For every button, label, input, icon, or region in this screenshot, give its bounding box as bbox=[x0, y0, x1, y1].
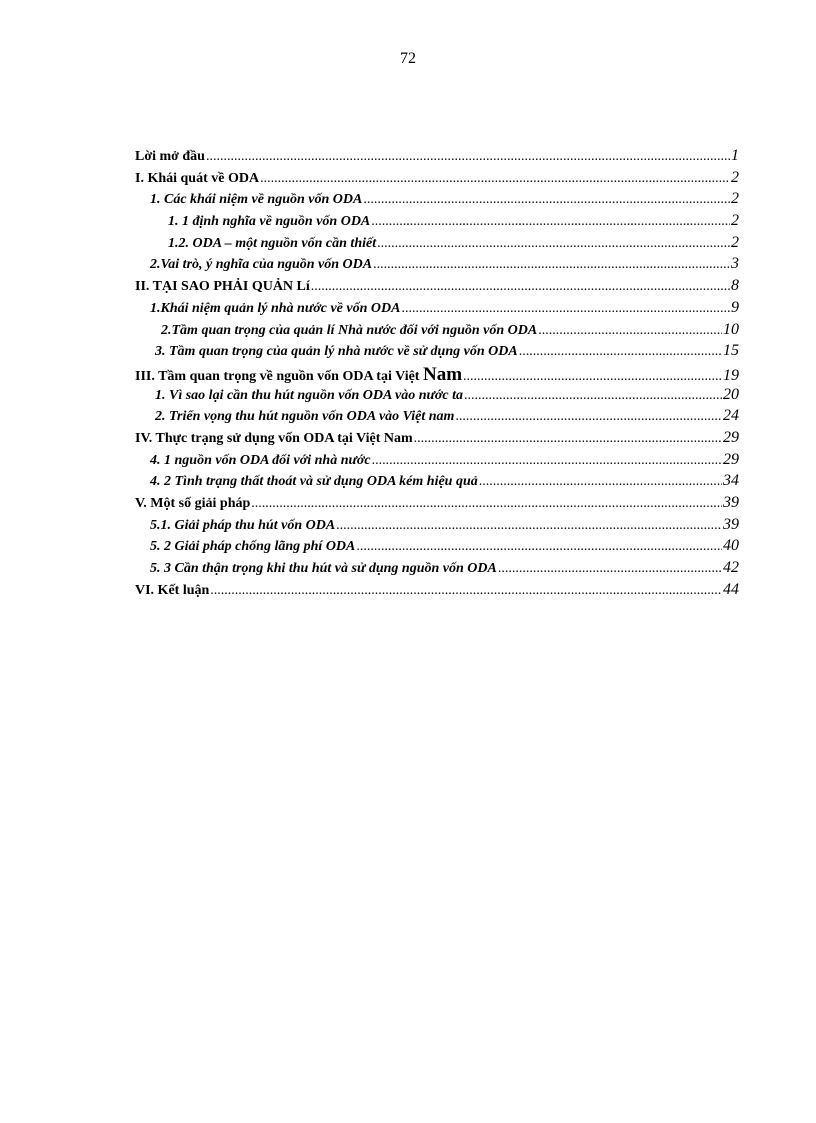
toc-entry-title: 4. 2 Tình trạng thất thoát và sử dụng ODA kém hiệu quả bbox=[150, 474, 478, 490]
toc-entry-page: 3 bbox=[731, 255, 739, 273]
toc-dot-leader bbox=[356, 539, 722, 555]
toc-entry-title: 2.Tầm quan trọng của quản lí Nhà nước đối với nguồn vốn ODA bbox=[161, 322, 538, 338]
toc-entry[interactable] bbox=[135, 190, 739, 212]
toc-entry-page: 2 bbox=[731, 168, 739, 186]
toc-dot-leader bbox=[371, 214, 730, 230]
toc-dot-leader bbox=[363, 192, 730, 208]
toc-entry-page: 39 bbox=[723, 515, 739, 533]
toc-entry-page: 2 bbox=[731, 190, 739, 208]
toc-entry[interactable] bbox=[135, 342, 739, 364]
toc-dot-leader bbox=[311, 279, 730, 295]
toc-entry-page: 1 bbox=[731, 147, 739, 164]
toc-entry-title: II. TẠI SAO PHẢI QUẢN Lí bbox=[135, 279, 310, 295]
toc-entry[interactable] bbox=[135, 559, 739, 581]
toc-entry[interactable] bbox=[135, 472, 739, 494]
toc-dot-leader bbox=[463, 369, 722, 385]
toc-dot-leader bbox=[538, 323, 722, 339]
toc-entry-title: 5.1. Giải pháp thu hút vốn ODA bbox=[150, 517, 336, 533]
toc-dot-leader bbox=[479, 474, 722, 490]
toc-entry-title: 1. 1 định nghĩa về nguồn vốn ODA bbox=[168, 214, 371, 230]
toc-dot-leader bbox=[260, 171, 730, 187]
toc-entry-title: 5. 2 Giải pháp chống lãng phí ODA bbox=[150, 539, 356, 555]
toc-entry-title: IV. Thực trạng sử dụng vốn ODA tại Việt Nam bbox=[135, 430, 413, 446]
toc-entry-title: 1.Khái niệm quản lý nhà nước về vốn ODA bbox=[150, 300, 401, 316]
toc-entry-page: 29 bbox=[723, 450, 739, 468]
toc-dot-leader bbox=[519, 344, 722, 360]
toc-entry-page: 29 bbox=[723, 428, 739, 446]
toc-dot-leader bbox=[455, 409, 722, 425]
toc-entry-title: Lời mở đầu bbox=[135, 149, 205, 164]
toc-entry[interactable] bbox=[135, 494, 739, 516]
toc-entry-page: 10 bbox=[723, 320, 739, 338]
toc-entry-title: 1. Vì sao lại cần thu hút nguồn vốn ODA vào nước ta bbox=[155, 387, 464, 403]
toc-entry-title: 2.Vai trò, ý nghĩa của nguồn vốn ODA bbox=[150, 257, 373, 273]
toc-dot-leader bbox=[210, 583, 722, 599]
toc-dot-leader bbox=[377, 236, 730, 252]
toc-entry-page: 2 bbox=[731, 212, 739, 230]
toc-entry[interactable] bbox=[135, 537, 739, 559]
toc-entry-title: V. Một số giải pháp bbox=[135, 496, 251, 511]
toc-entry[interactable] bbox=[135, 321, 739, 343]
toc-entry-title: 4. 1 nguồn vốn ODA đối với nhà nước bbox=[150, 452, 371, 468]
toc-entry[interactable] bbox=[135, 581, 739, 603]
toc-entry-page: 39 bbox=[723, 494, 739, 511]
toc-entry-title: I. Khái quát về ODA bbox=[135, 170, 260, 186]
toc-entry[interactable] bbox=[135, 147, 739, 169]
toc-entry[interactable] bbox=[135, 407, 739, 429]
toc-entry-page: 15 bbox=[723, 342, 739, 360]
toc-entry[interactable] bbox=[135, 169, 739, 191]
toc-entry-title: III. Tầm quan trọng về nguồn vốn ODA tại Việt Nam bbox=[135, 363, 463, 385]
toc-entry-title: 1.2. ODA – một nguồn vốn cần thiết bbox=[168, 235, 377, 251]
toc-entry[interactable] bbox=[135, 299, 739, 321]
toc-entry[interactable] bbox=[135, 429, 739, 451]
toc-entry-page: 20 bbox=[723, 385, 739, 403]
toc-entry-page: 44 bbox=[723, 580, 739, 598]
toc-dot-leader bbox=[372, 453, 722, 469]
toc-entry[interactable] bbox=[135, 234, 739, 256]
toc-dot-leader bbox=[464, 388, 722, 404]
toc-entry[interactable] bbox=[135, 277, 739, 299]
toc-entry[interactable] bbox=[135, 451, 739, 473]
page-number: 72 bbox=[400, 50, 416, 67]
toc-entry-title: 1. Các khái niệm về nguồn vốn ODA bbox=[150, 192, 363, 208]
toc-dot-leader bbox=[401, 301, 730, 317]
toc-entry-title: 3. Tầm quan trọng của quản lý nhà nước về sử dụng vốn ODA bbox=[155, 344, 518, 360]
toc-entry-title: 5. 3 Cần thận trọng khi thu hút và sử dụng nguồn vốn ODA bbox=[150, 561, 497, 577]
toc-entry-page: 2 bbox=[731, 233, 739, 251]
toc-entry-page: 34 bbox=[723, 472, 739, 490]
toc-dot-leader bbox=[414, 431, 722, 447]
toc-entry[interactable] bbox=[135, 386, 739, 408]
toc-entry-title: VI. Kết luận bbox=[135, 582, 210, 598]
toc-entry-page: 19 bbox=[723, 366, 739, 384]
toc-dot-leader bbox=[336, 518, 722, 534]
toc-entry[interactable] bbox=[135, 212, 739, 234]
toc-entry[interactable] bbox=[135, 255, 739, 277]
toc-dot-leader bbox=[206, 149, 730, 165]
toc-dot-leader bbox=[498, 561, 722, 577]
toc-entry-title: 2. Triển vọng thu hút nguồn vốn ODA vào Việt nam bbox=[155, 409, 455, 425]
toc-entry-page: 40 bbox=[723, 537, 739, 555]
toc-entry-page: 8 bbox=[731, 277, 739, 295]
toc-dot-leader bbox=[373, 257, 730, 273]
toc-entry-page: 24 bbox=[723, 407, 739, 425]
toc-entry[interactable] bbox=[135, 364, 739, 386]
toc-entry[interactable] bbox=[135, 516, 739, 538]
toc-entry-page: 42 bbox=[723, 559, 739, 577]
toc-dot-leader bbox=[251, 496, 722, 512]
toc-entry-page: 9 bbox=[731, 298, 739, 316]
table-of-contents bbox=[135, 147, 739, 602]
